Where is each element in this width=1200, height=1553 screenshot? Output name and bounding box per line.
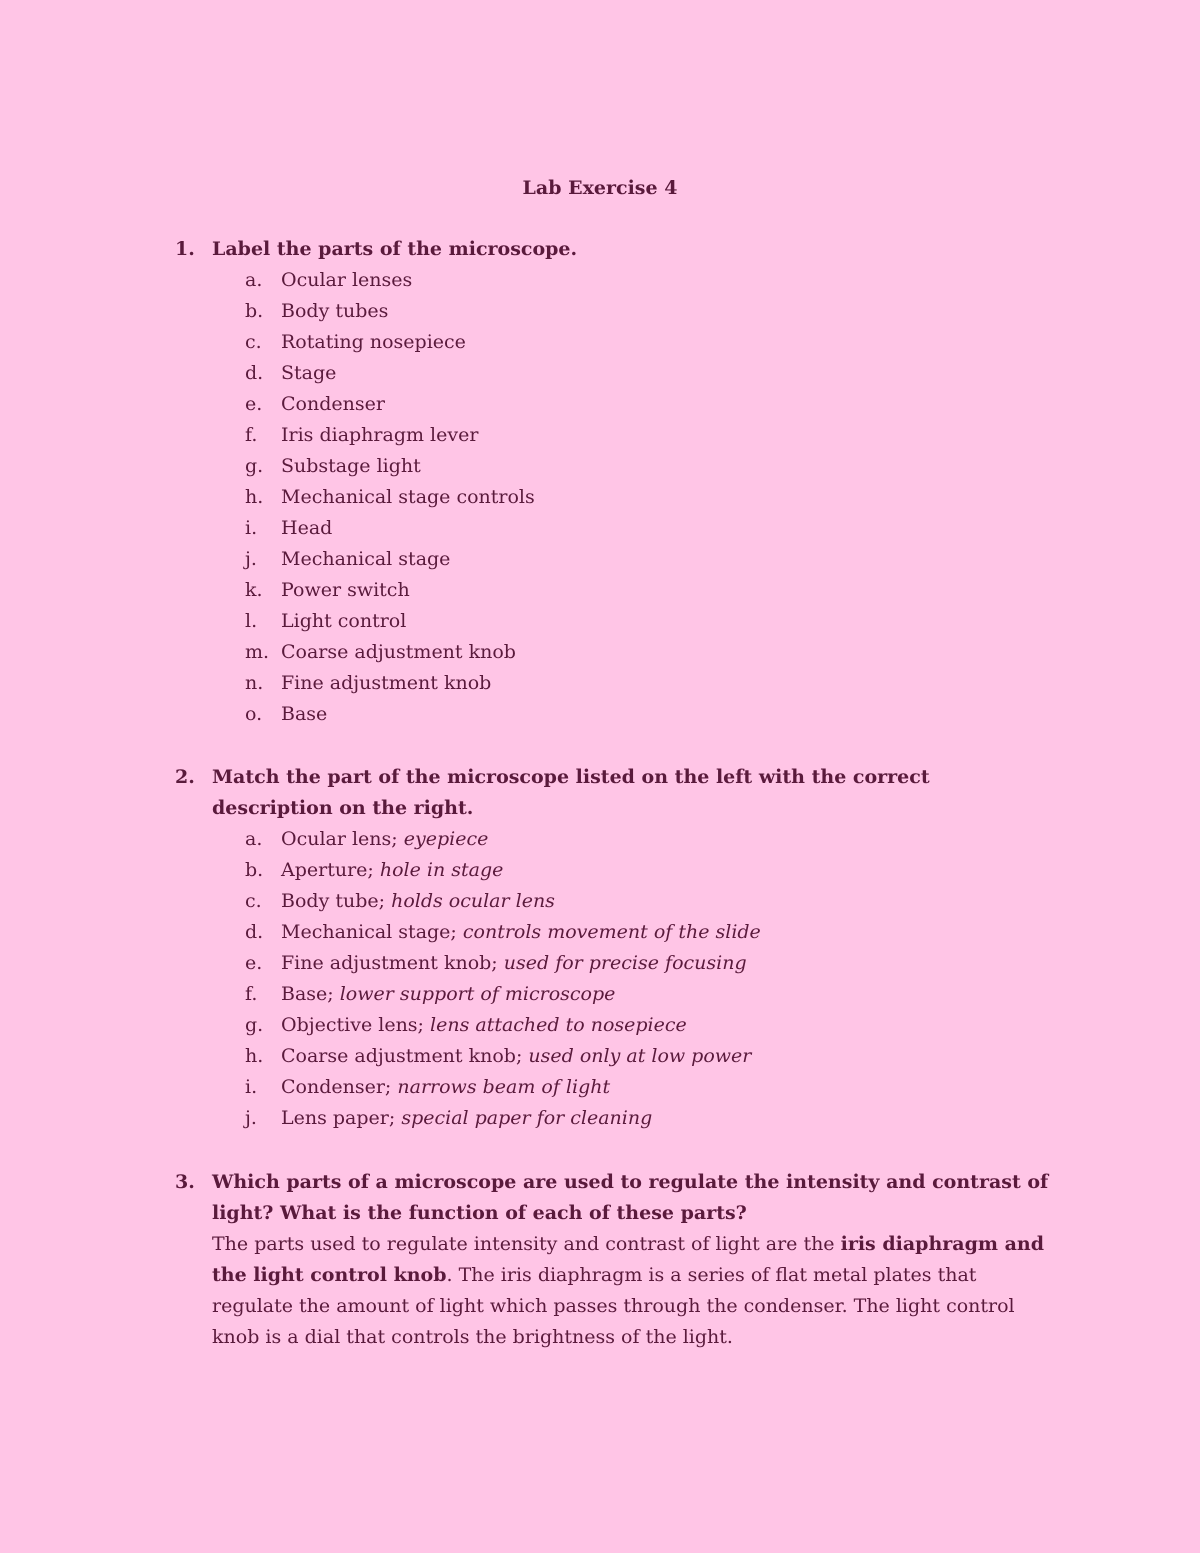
item-label: Base [281, 703, 328, 725]
item-letter: b. [245, 859, 264, 881]
item-label: Mechanical stage [281, 548, 451, 570]
item-description: holds ocular lens [391, 890, 555, 912]
item-letter: d. [245, 921, 264, 943]
item-label: Objective lens; [281, 1014, 424, 1036]
item-letter: c. [245, 331, 262, 353]
item-letter: k. [245, 579, 263, 601]
list-item [175, 296, 1055, 327]
question-number: 1. [175, 238, 195, 260]
item-label: Body tubes [281, 300, 389, 322]
item-label: Condenser; [281, 1076, 392, 1098]
item-label: Aperture; [281, 859, 374, 881]
list-item [175, 265, 1055, 296]
list-item [175, 1103, 1055, 1134]
item-label: Iris diaphragm lever [281, 424, 479, 446]
item-description: used for precise focusing [503, 952, 747, 974]
item-label: Body tube; [281, 890, 386, 912]
list-item [175, 327, 1055, 358]
item-letter: o. [245, 703, 263, 725]
question-2 [175, 762, 1055, 1134]
item-letter: i. [245, 1076, 258, 1098]
list-item [175, 637, 1055, 668]
list-item [175, 699, 1055, 730]
item-description: eyepiece [403, 828, 489, 850]
list-item [175, 482, 1055, 513]
item-description: controls movement of the slide [462, 921, 761, 943]
item-label: Power switch [281, 579, 410, 601]
list-item [175, 513, 1055, 544]
item-label: Condenser [281, 393, 385, 415]
item-label: Base; [281, 983, 334, 1005]
item-letter: a. [245, 828, 263, 850]
item-label: Substage light [281, 455, 421, 477]
item-label: Coarse adjustment knob [281, 641, 516, 663]
question-header [175, 1167, 1055, 1229]
item-letter: e. [245, 952, 263, 974]
item-description: lens attached to nosepiece [430, 1014, 687, 1036]
list-item [175, 979, 1055, 1010]
item-description: hole in stage [379, 859, 504, 881]
item-label: Ocular lens; [281, 828, 398, 850]
list-item [175, 824, 1055, 855]
question-header [175, 762, 1055, 824]
item-letter: g. [245, 455, 264, 477]
list-item [175, 855, 1055, 886]
item-label: Lens paper; [281, 1107, 396, 1129]
list-item [175, 1072, 1055, 1103]
list-item [175, 886, 1055, 917]
list-item [175, 420, 1055, 451]
question-text: Which parts of a microscope are used to regulate the intensity and contrast of light? What is the function of each of these parts? [212, 1171, 1049, 1224]
item-letter: n. [245, 672, 264, 694]
matching-list [175, 824, 1055, 1134]
item-letter: i. [245, 517, 258, 539]
item-description: used only at low power [528, 1045, 752, 1067]
item-label: Mechanical stage; [281, 921, 457, 943]
list-item [175, 606, 1055, 637]
question-text: Label the parts of the microscope. [212, 238, 578, 260]
item-letter: m. [245, 641, 270, 663]
item-label: Light control [281, 610, 407, 632]
item-label: Fine adjustment knob [281, 672, 492, 694]
list-item [175, 948, 1055, 979]
answer-text-start: The parts used to regulate intensity and contrast of light are the [212, 1233, 841, 1255]
item-label: Stage [281, 362, 337, 384]
list-item [175, 668, 1055, 699]
item-letter: d. [245, 362, 264, 384]
item-label: Coarse adjustment knob; [281, 1045, 523, 1067]
item-letter: h. [245, 486, 264, 508]
list-item [175, 1010, 1055, 1041]
question-3 [175, 1167, 1055, 1353]
question-1 [175, 234, 1055, 730]
item-label: Head [281, 517, 333, 539]
item-letter: j. [245, 548, 257, 570]
item-letter: g. [245, 1014, 264, 1036]
question-header [175, 234, 1055, 265]
item-letter: a. [245, 269, 263, 291]
question-number: 3. [175, 1171, 195, 1193]
item-letter: e. [245, 393, 263, 415]
question-number: 2. [175, 766, 195, 788]
question-text: Match the part of the microscope listed on the left with the correct description on the right. [212, 766, 930, 819]
answer-highlight: iris diaphragm and the light control knob [212, 1233, 1045, 1286]
list-item [175, 544, 1055, 575]
item-letter: h. [245, 1045, 264, 1067]
item-label: Fine adjustment knob; [281, 952, 498, 974]
item-letter: b. [245, 300, 264, 322]
list-item [175, 575, 1055, 606]
list-item [175, 917, 1055, 948]
list-item [175, 358, 1055, 389]
item-letter: j. [245, 1107, 257, 1129]
item-letter: l. [245, 610, 258, 632]
answer-paragraph [212, 1229, 1055, 1353]
item-description: narrows beam of light [397, 1076, 611, 1098]
item-description: special paper for cleaning [401, 1107, 653, 1129]
item-label: Mechanical stage controls [281, 486, 535, 508]
item-letter: c. [245, 890, 262, 912]
parts-list [175, 265, 1055, 730]
list-item [175, 1041, 1055, 1072]
item-label: Ocular lenses [281, 269, 413, 291]
item-description: lower support of microscope [339, 983, 616, 1005]
page-title: Lab Exercise 4 [522, 177, 678, 199]
list-item [175, 451, 1055, 482]
list-item [175, 389, 1055, 420]
answer-text-end: . The iris diaphragm is a series of flat metal plates that regulate the amount of light which passes through the condenser. The light control knob is a dial that controls the brightness of the light. [212, 1264, 1015, 1348]
item-letter: f. [245, 983, 258, 1005]
item-letter: f. [245, 424, 258, 446]
item-label: Rotating nosepiece [281, 331, 466, 353]
